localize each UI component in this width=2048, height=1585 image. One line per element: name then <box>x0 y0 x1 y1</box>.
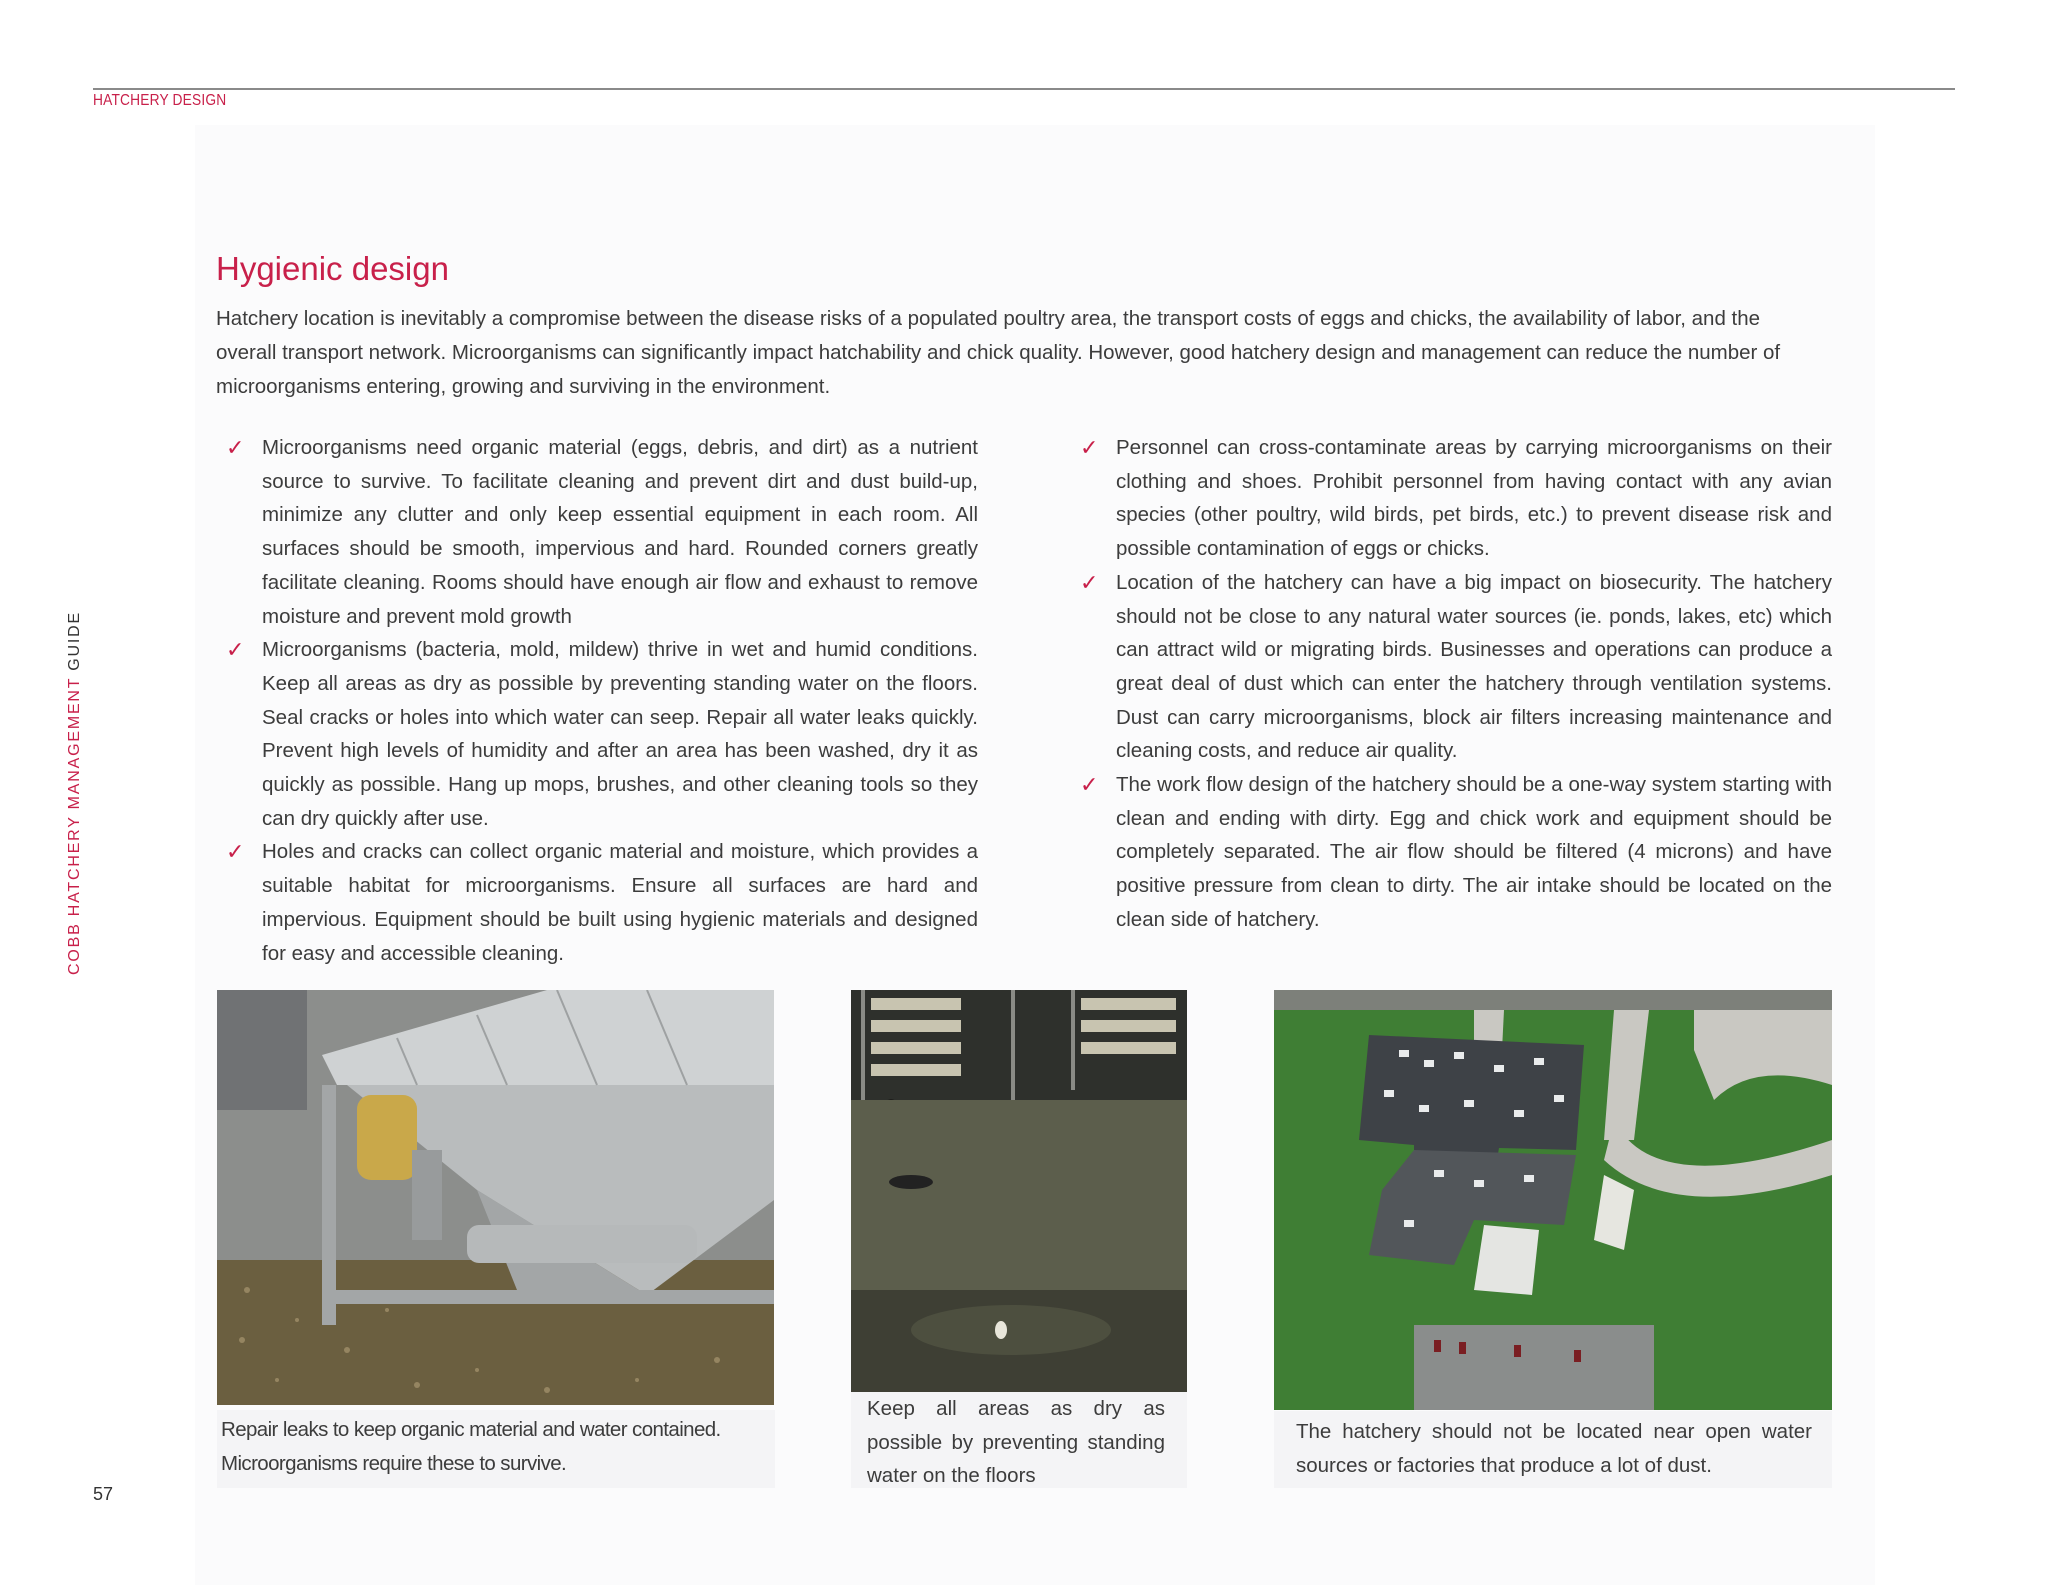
figure-caption: Repair leaks to keep organic material and water contained. Microorganisms require these to survive. <box>221 1418 721 1475</box>
bullet-text: Holes and cracks can collect organic material and moisture, which provides a suitable habitat for microorganisms. Ensure all surfaces are hard and impervious. Equipment should be built using hygienic materials and designed for easy and accessible cleaning. <box>262 840 978 965</box>
side-label-accent: COBB HATCHERY MANAGEMENT <box>66 676 83 975</box>
side-guide-label <box>66 611 84 975</box>
bullet-item <box>1070 768 1832 937</box>
bullet-text: Microorganisms need organic material (eggs, debris, and dirt) as a nutrient source to survive. To facilitate cleaning and prevent dirt and dust build-up, minimize any clutter and only keep essential equipment in each room. All surfaces should be smooth, impervious and hard. Rounded corners greatly facilitate cleaning. Rooms should have enough air flow and exhaust to remove moisture and prevent mold growth <box>262 436 978 628</box>
header-rule <box>93 88 1955 90</box>
bullet-text: The work flow design of the hatchery should be a one-way system starting with clean and ending with dirty. Egg and chick work and equipment should be completely separated. The air flow should be filtered (4 microns) and have positive pressure from clean to dirty. The air intake should be located on the clean side of hatchery. <box>1116 773 1832 931</box>
standing-water-caption-box <box>851 1392 1187 1488</box>
bullet-text: Location of the hatchery can have a big impact on biosecurity. The hatchery should not be close to any natural water sources (ie. ponds, lakes, etc) which can attract wild or migrating birds. Businesses and operations can produce a great deal of dust which can enter the hatchery through ventilation systems. Dust can carry microorganisms, block air filters increasing maintenance and cleaning costs, and reduce air quality. <box>1116 570 1832 763</box>
side-label-dark: GUIDE <box>66 611 83 671</box>
checkmark-icon: ✓ <box>226 839 245 865</box>
left-bullet-list <box>216 431 978 970</box>
standing-water-illustration <box>851 990 1187 1392</box>
section-title: Hygienic design <box>216 250 449 287</box>
aerial-hatchery-photo <box>1274 990 1832 1410</box>
page-number: 57 <box>93 1484 114 1504</box>
figure-caption: The hatchery should not be located near open water sources or factories that produce a lot of dust. <box>1296 1420 1812 1477</box>
checkmark-icon: ✓ <box>226 435 245 460</box>
checkmark-icon: ✓ <box>1080 435 1099 460</box>
hopper-leak-illustration <box>217 990 774 1405</box>
standing-water-photo <box>851 990 1187 1392</box>
aerial-hatchery-illustration <box>1274 990 1832 1410</box>
bullet-item <box>1070 566 1832 768</box>
bullet-item <box>216 431 978 633</box>
hopper-leak-photo <box>217 990 774 1405</box>
bullet-item <box>1070 431 1832 566</box>
right-bullet-list <box>1070 431 1832 937</box>
checkmark-icon: ✓ <box>226 637 245 663</box>
bullet-item <box>216 835 978 970</box>
header-section-label: HATCHERY DESIGN <box>93 92 227 109</box>
bullet-text: Personnel can cross-contaminate areas by carrying microorganisms on their clothing and shoes. Prohibit personnel from having contact with any avian species (other poultry, wild birds, pet birds, etc.) to prevent disease risk and possible contamination of eggs or chicks. <box>1116 436 1832 561</box>
checkmark-icon: ✓ <box>1080 772 1099 798</box>
figure-caption: Keep all areas as dry as possible by preventing standing water on the floors <box>867 1397 1165 1487</box>
bullet-text: Microorganisms (bacteria, mold, mildew) thrive in wet and humid conditions. Keep all areas as dry as possible by preventing standing water on the floors. Seal cracks or holes into which water can seep. Repair all water leaks quickly. Prevent high levels of humidity and after an area has been washed, dry it as quickly as possible. Hang up mops, brushes, and other cleaning tools so they can dry quickly after use. <box>262 638 978 830</box>
hopper-caption-box <box>217 1410 775 1488</box>
bullet-item <box>216 633 978 835</box>
intro-paragraph: Hatchery location is inevitably a compromise between the disease risks of a populated poultry area, the transport costs of eggs and chicks, the availability of labor, and the overall transport network. Microorganisms can significantly impact hatchability and chick quality. However, good hatchery design and management can reduce the number of microorganisms entering, growing and surviving in the environment. <box>216 307 1781 398</box>
checkmark-icon: ✓ <box>1080 569 1099 595</box>
aerial-caption-box <box>1274 1411 1832 1488</box>
